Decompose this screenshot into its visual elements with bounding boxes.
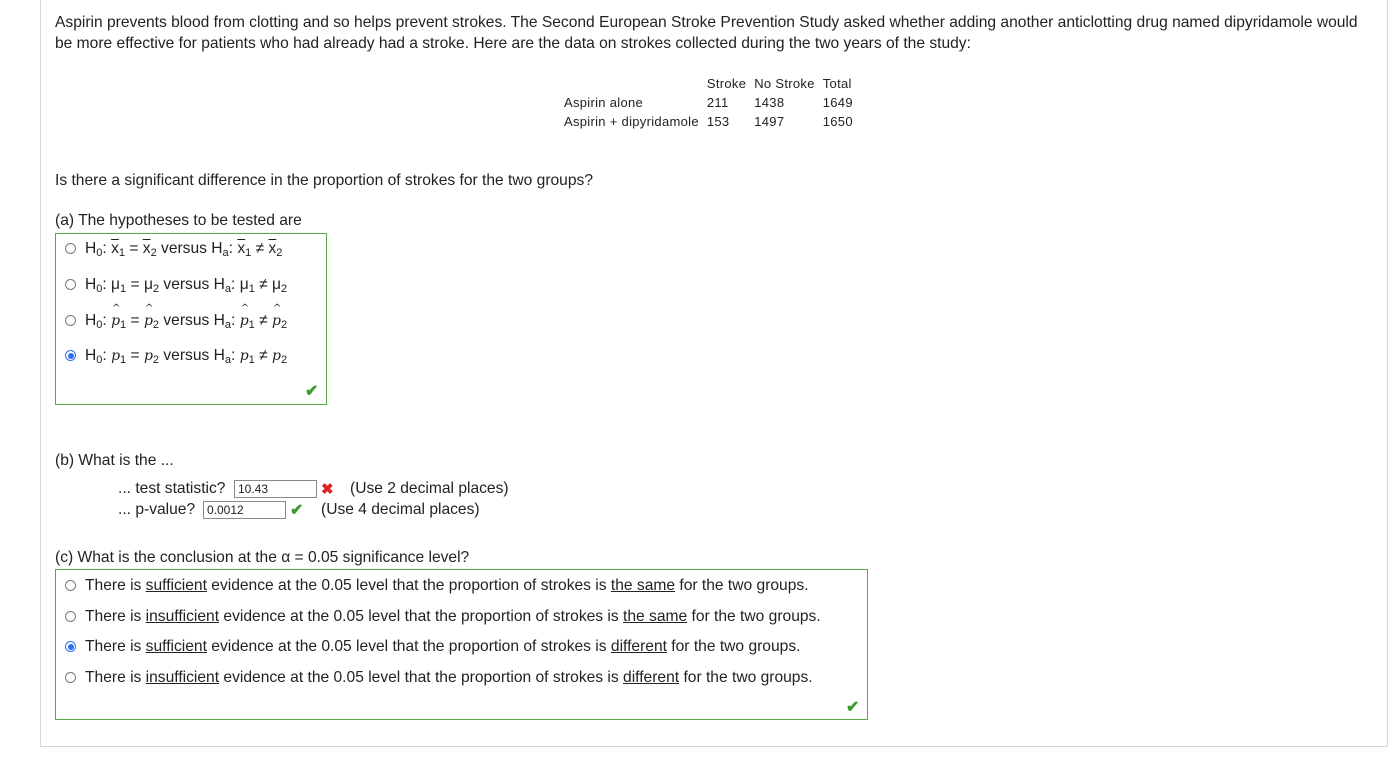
test-statistic-label: ... test statistic? [118,480,226,497]
intro-text: Aspirin prevents blood from clotting and so helps prevent strokes. The Second European Stroke Prevention Study asked whether adding another anticlotting drug named dipyridamole would be more effective for patients who had already had a stroke. Here are the data on strokes collected during the two years of the study: [55,14,1358,52]
p-value-label: ... p-value? [118,501,196,518]
option-pre: There is [85,638,146,655]
hypothesis-text: $H_0$: $\overline{x}_1 = \overline{x}_2$ versus $H_a$: $\overline{x}_1 \ne \overline{x}_2$ [85,240,283,259]
radio-button[interactable] [65,315,76,326]
radio-button[interactable] [65,279,76,290]
part-c-label: (c) What is the conclusion at the α = 0.05 significance level? [55,549,470,566]
option-post: for the two groups. [679,669,813,686]
table-header-cell: Stroke [706,76,747,91]
option-emphasis: the same [623,608,688,625]
p-value-hint: (Use 4 decimal places) [321,501,480,518]
radio-button-selected[interactable] [65,641,76,652]
table-header-row [560,74,857,93]
radio-button-selected[interactable] [65,350,76,361]
table-cell: Aspirin alone [564,95,644,110]
hypothesis-option-phat[interactable] [65,312,287,330]
option-post: for the two groups. [666,638,801,655]
option-emphasis: different [610,638,667,655]
hypothesis-text: $H_0$: $\mu_1 = \mu_2$ versus $H_a$: $\mu_1 \ne \mu_2$ [85,276,288,295]
table-header-cell [560,74,703,93]
table-header-cell: Total [822,76,852,91]
option-mid: evidence at the 0.05 level that the proportion of strokes is [206,577,611,594]
hypothesis-option-mu[interactable] [65,276,287,294]
radio-button[interactable] [65,243,76,254]
part-b-label: (b) What is the ... [55,452,174,469]
radio-button[interactable] [65,672,76,683]
table-cell: 1497 [754,114,785,129]
option-pre: There is [85,669,146,686]
table-row [560,93,857,112]
option-mid: evidence at the 0.05 level that the proportion of strokes is [206,638,611,655]
option-post: for the two groups. [675,577,809,594]
table-cell: 211 [706,95,729,110]
radio-button[interactable] [65,580,76,591]
table-row [560,112,857,131]
option-mid: evidence at the 0.05 level that the proportion of strokes is [219,608,624,625]
main-question: Is there a significant difference in the proportion of strokes for the two groups? [55,172,593,189]
option-emphasis: different [623,669,680,686]
option-mid: evidence at the 0.05 level that the proportion of strokes is [219,669,624,686]
table-cell: Aspirin + dipyridamole [564,114,699,129]
conclusion-option-selected[interactable] [65,638,800,656]
x-icon: ✖ [321,481,334,498]
hypothesis-text: $H_0$: ^ $p_1$ = ^ $p_2$ versus $H_a$: ^ $p_1$ ≠ ^ $p_2$ [85,312,287,329]
option-pre: There is [85,577,146,594]
table-cell: 153 [706,114,730,129]
option-emphasis: sufficient [145,638,207,655]
conclusion-option[interactable] [65,608,821,626]
conclusion-option[interactable] [65,577,809,595]
test-statistic-hint: (Use 2 decimal places) [350,480,509,497]
table-cell: 1438 [754,95,785,110]
option-pre: There is [85,608,146,625]
option-emphasis: sufficient [145,577,207,594]
table-cell: 1649 [822,95,853,110]
table-cell: 1650 [822,114,853,129]
radio-button[interactable] [65,611,76,622]
test-statistic-input[interactable] [234,480,317,498]
hypothesis-option-xbar[interactable] [65,240,282,258]
option-emphasis: insufficient [145,669,220,686]
check-icon: ✔ [846,699,860,716]
data-table [560,74,857,131]
table-header-cell: No Stroke [754,76,815,91]
option-emphasis: insufficient [145,608,220,625]
hypothesis-option-p[interactable] [65,347,287,365]
check-icon: ✔ [290,502,304,519]
option-emphasis: the same [610,577,676,594]
p-value-input[interactable] [203,501,286,519]
hypothesis-text: $H_0$: $p_1 = p_2$ versus $H_a$: $p_1 \ne p_2$ [85,347,288,366]
conclusion-option[interactable] [65,669,813,687]
option-post: for the two groups. [687,608,821,625]
check-icon: ✔ [305,383,319,400]
part-a-label: (a) The hypotheses to be tested are [55,212,302,229]
